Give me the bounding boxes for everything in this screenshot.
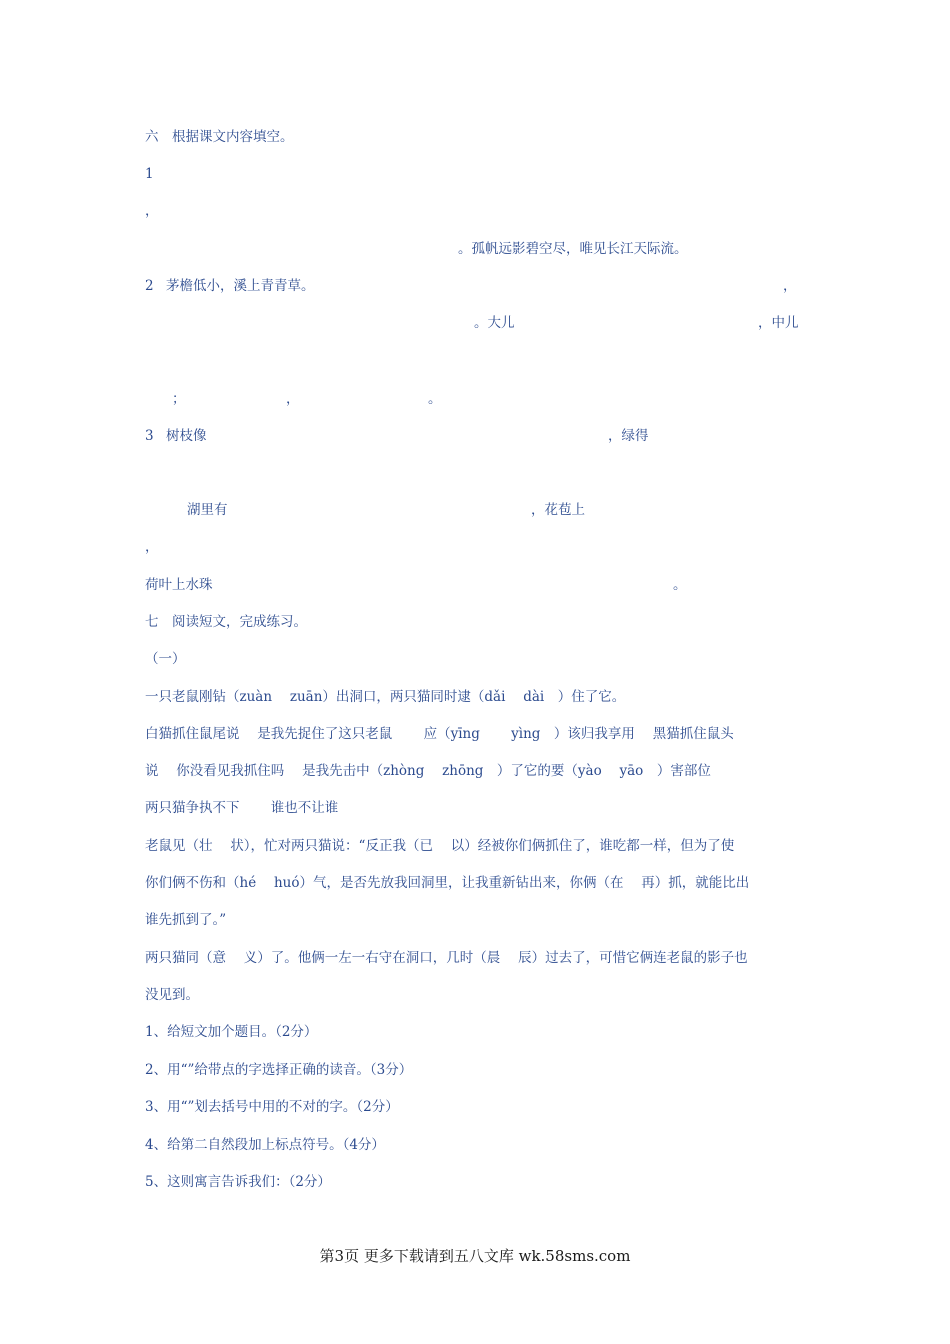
section7-heading: 七 阅读短文，完成练习。 xyxy=(145,614,307,630)
passage-line: 说 你没看见我抓住吗 是我先击中（zhòng zhōng ）了它的要（yào yāo ）害部位 xyxy=(145,763,711,779)
q3-lake: 湖里有 xyxy=(187,502,228,518)
exercise-question: 4、给第二自然段加上标点符号。（4分） xyxy=(145,1137,385,1153)
q2-text: 茅檐低小，溪上青青草。 xyxy=(166,278,315,294)
q2-number: 2 xyxy=(145,278,154,294)
q2-period: 。 xyxy=(428,391,442,407)
passage-line: 没见到。 xyxy=(145,987,199,1003)
exercise-question: 3、用“”划去括号中用的不对的字。（2分） xyxy=(145,1099,399,1115)
q2-semicolon: ； xyxy=(172,391,186,407)
passage-line: 一只老鼠刚钻（zuàn zuān）出洞口，两只猫同时逮（dǎi dài ）住了它。 xyxy=(145,689,626,705)
page-footer: 第3页 更多下载请到五八文库 wk.58sms.com xyxy=(319,1247,631,1265)
passage-line: 白猫抓住鼠尾说 是我先捉住了这只老鼠 应（yīng yìng ）该归我享用 黑猫抓住鼠头 xyxy=(145,726,734,742)
passage-line: 两只猫争执不下 谁也不让谁 xyxy=(145,800,339,816)
q2-mid: 。大儿 xyxy=(474,315,515,331)
q3-leaf: 荷叶上水珠 xyxy=(145,577,213,593)
passage-line: 两只猫同（意 义）了。他俩一左一右守在洞口，几时（晨 辰）过去了，可惜它俩连老鼠的影子也 xyxy=(145,950,748,966)
q3-number: 3 xyxy=(145,428,154,444)
q1-comma: ， xyxy=(145,203,159,219)
passage-line: 你们俩不伤和（hé huó）气，是否先放我回洞里，让我重新钻出来，你俩（在 再）抓，就能比出 xyxy=(145,875,750,891)
q3-period: 。 xyxy=(673,577,687,593)
q2-comma1: ， xyxy=(783,278,797,294)
exercise-question: 1、给短文加个题目。（2分） xyxy=(145,1024,318,1040)
passage-line: 老鼠见（壮 状），忙对两只猫说：“反正我（已 以）经被你们俩抓住了，谁吃都一样，但为了使 xyxy=(145,838,735,854)
section6-heading: 六 根据课文内容填空。 xyxy=(145,129,294,145)
q2-comma2: ， xyxy=(286,391,300,407)
q3-tree: 树枝像 xyxy=(166,428,207,444)
exercise-question: 5、这则寓言告诉我们：（2分） xyxy=(145,1174,331,1190)
q1-number: 1 xyxy=(145,166,154,182)
q1-tail: 。孤帆远影碧空尽，唯见长江天际流。 xyxy=(458,241,688,257)
q3-comma: ， xyxy=(145,539,159,555)
q3-green: ，绿得 xyxy=(608,428,649,444)
exercise-question: 2、用“”给带点的字选择正确的读音。（3分） xyxy=(145,1062,413,1078)
passage-part-label: （一） xyxy=(145,651,186,667)
passage-line: 谁先抓到了。” xyxy=(145,912,227,928)
q2-zhong: ，中儿 xyxy=(758,315,799,331)
q3-bud: ，花苞上 xyxy=(531,502,585,518)
